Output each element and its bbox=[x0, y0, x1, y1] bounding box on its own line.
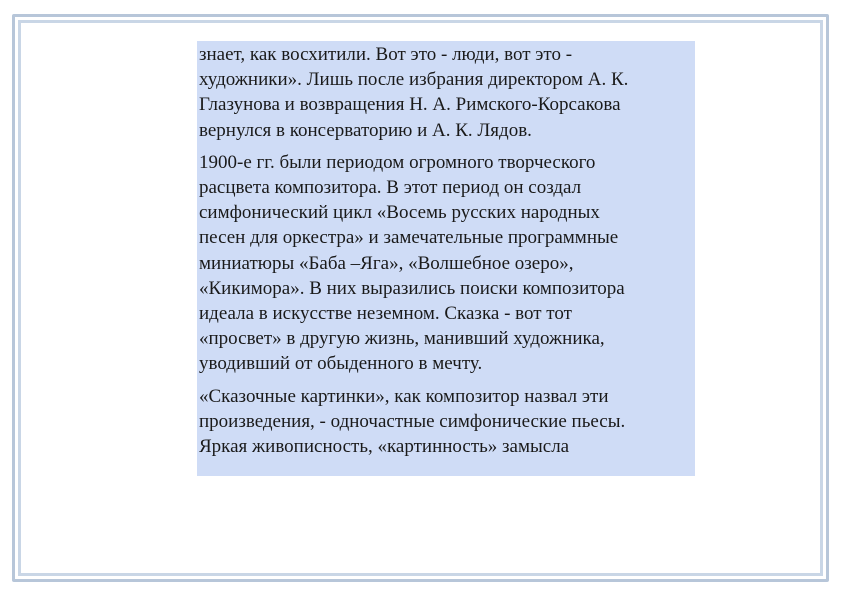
paragraph-2: 1900-е гг. были периодом огромного творческого расцвета композитора. В этот период он создал симфонический цикл «Восемь русских народных песен для оркестра» и замечательные программные миниатюры «Баба –Яга», «Волшебное озеро», «Кикимора». В них выразились поиски композитора идеала в искусстве неземном. Сказка - вот тот «просвет» в другую жизнь, манивший художника, уводивший от обыденного в мечту. bbox=[199, 151, 625, 375]
text-box bbox=[197, 41, 695, 476]
paragraph-1: знает, как восхитили. Вот это - люди, вот это - художники». Лишь после избрания директором А. К. Глазунова и возвращения Н. А. Римского-Корсакова вернулся в консерваторию и А. К. Лядов. bbox=[199, 44, 629, 141]
paragraph-3: «Сказочные картинки», как композитор назвал эти произведения, - одночастные симфонические пьесы. Яркая живописность, «картинность» замысла bbox=[199, 385, 626, 458]
